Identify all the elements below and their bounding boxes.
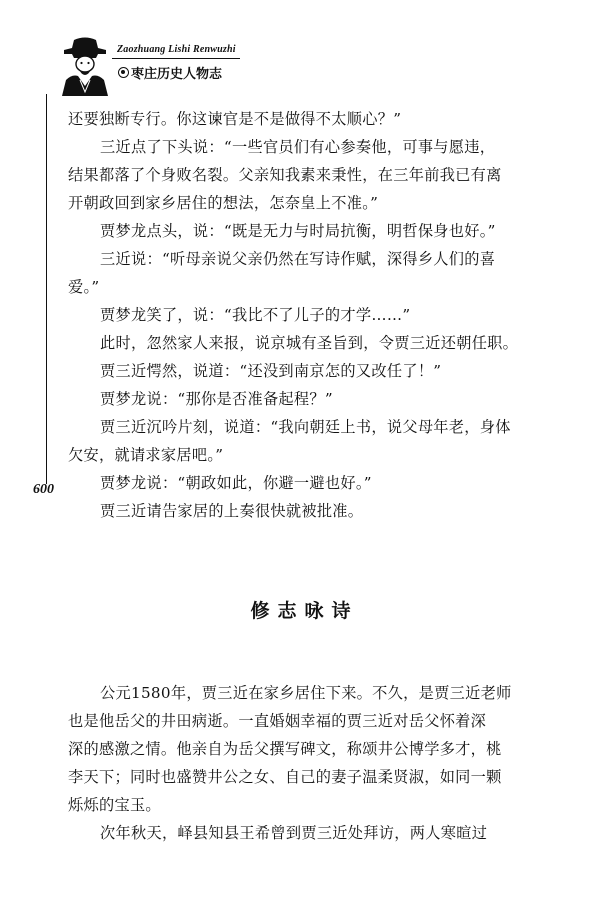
body-line: 开朝政回到家乡居住的想法，怎奈皇上不准。” xyxy=(68,194,379,212)
body-line: 三近点了下头说：“一些官员们有心参奏他，可事与愿违， xyxy=(100,138,496,156)
section-line: 次年秋天，峄县知县王希曾到贾三近处拜访，两人寒暄过 xyxy=(100,824,488,842)
body-line: 三近说：“听母亲说父亲仍然在写诗作赋，深得乡人们的喜 xyxy=(100,250,496,268)
section-line: 李天下；同时也盛赞井公之女、自己的妻子温柔贤淑，如同一颗 xyxy=(68,768,502,786)
body-line: 贾三近愕然，说道：“还没到南京怎的又改任了！” xyxy=(100,362,442,380)
series-title-chinese xyxy=(118,63,222,82)
margin-rule xyxy=(46,94,47,484)
page-number: 600 xyxy=(33,482,54,497)
circle-bullet-icon xyxy=(118,67,129,78)
body-line: 贾梦龙说：“那你是否准备起程？” xyxy=(100,390,333,408)
series-title-chinese-text: 枣庄历史人物志 xyxy=(131,67,223,82)
body-line: 贾三近沉吟片刻，说道：“我向朝廷上书，说父母年老，身体 xyxy=(100,418,511,436)
body-line: 结果都落了个身败名裂。父亲知我素来秉性，在三年前我已有离 xyxy=(68,166,502,184)
body-line: 贾梦龙说：“朝政如此，你避一避也好。” xyxy=(100,474,372,492)
series-title-english: Zaozhuang Lishi Renwuzhi xyxy=(117,44,236,55)
portrait-illustration xyxy=(58,36,112,96)
section-title: 修志咏诗 xyxy=(250,600,359,622)
body-line: 此时，忽然家人来报，说京城有圣旨到，令贾三近还朝任职。 xyxy=(100,334,519,352)
body-line: 欠安，就请求家居吧。” xyxy=(68,446,224,464)
body-line: 贾梦龙点头，说：“既是无力与时局抗衡，明哲保身也好。” xyxy=(100,222,496,240)
section-line: 深的感激之情。他亲自为岳父撰写碑文，称颂井公博学多才，桃 xyxy=(68,740,502,758)
body-line: 贾三近请告家居的上奏很快就被批准。 xyxy=(100,502,364,520)
body-line: 爱。” xyxy=(68,278,100,296)
header-divider xyxy=(112,58,240,59)
section-line: 也是他岳父的井田病逝。一直婚姻幸福的贾三近对岳父怀着深 xyxy=(68,712,487,730)
body-line: 贾梦龙笑了，说：“我比不了儿子的才学……” xyxy=(100,306,411,324)
body-line: 还要独断专行。你这谏官是不是做得不太顺心？” xyxy=(68,110,402,128)
section-line: 烁烁的宝玉。 xyxy=(68,796,161,814)
section-line: 公元1580年，贾三近在家乡居住下来。不久，是贾三近老师 xyxy=(100,684,512,702)
